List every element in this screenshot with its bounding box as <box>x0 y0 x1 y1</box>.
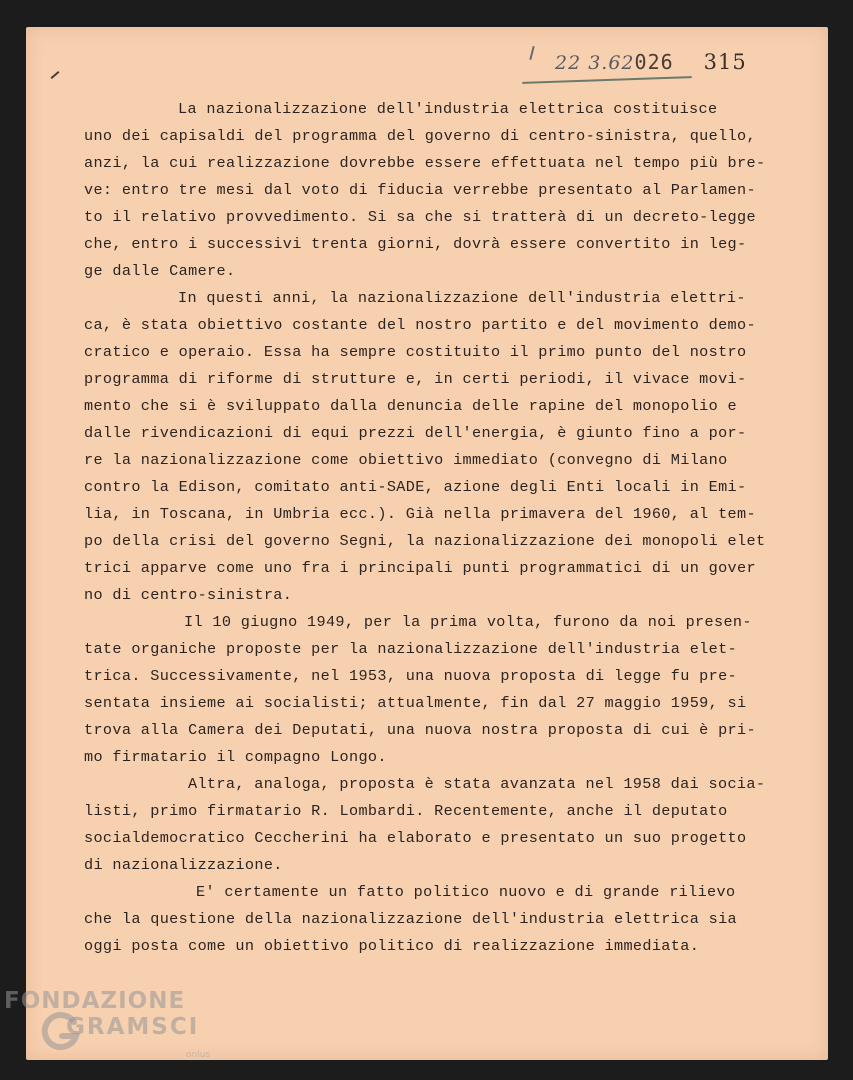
text-line: programma di riforme di strutture e, in certi periodi, il vivace movi- <box>84 370 747 388</box>
text-line: mo firmatario il compagno Longo. <box>84 748 387 766</box>
text-line: cratico e operaio. Essa ha sempre costituito il primo punto del nostro <box>84 343 747 361</box>
text-line: socialdemocratico Ceccherini ha elaborato e presentato un suo progetto <box>84 829 747 847</box>
text-line: lia, in Toscana, in Umbria ecc.). Già nella primavera del 1960, al tem- <box>84 505 756 523</box>
text-line: mento che si è sviluppato dalla denuncia delle rapine del monopolio e <box>84 397 738 415</box>
document-body <box>84 96 784 960</box>
text-line: Altra, analoga, proposta è stata avanzata nel 1958 dai socia- <box>188 775 766 793</box>
text-line: ca, è stata obiettivo costante del nostro partito e del movimento demo- <box>84 316 756 334</box>
text-line: di nazionalizzazione. <box>84 856 283 874</box>
text-line: La nazionalizzazione dell'industria elettrica costituisce <box>178 100 718 118</box>
text-line: Il 10 giugno 1949, per la prima volta, furono da noi presen- <box>184 613 752 631</box>
handwritten-date: 22 3.62 <box>555 52 635 74</box>
text-line: trica. Successivamente, nel 1953, una nuova proposta di legge fu pre- <box>84 667 738 685</box>
text-line: trova alla Camera dei Deputati, una nuova nostra proposta di cui è pri- <box>84 721 756 739</box>
text-line: E' certamente un fatto politico nuovo e di grande rilievo <box>196 883 736 901</box>
text-line: In questi anni, la nazionalizzazione dell'industria elettri- <box>178 289 746 307</box>
text-line: ge dalle Camere. <box>84 262 236 280</box>
text-line: oggi posta come un obiettivo politico di realizzazione immediata. <box>84 937 700 955</box>
text-line: to il relativo provvedimento. Si sa che si tratterà di un decreto-legge <box>84 208 756 226</box>
text-line: po della crisi del governo Segni, la nazionalizzazione dei monopoli elet <box>84 532 766 550</box>
text-line: anzi, la cui realizzazione dovrebbe essere effettuata nel tempo più bre- <box>84 154 766 172</box>
text-line: sentata insieme ai socialisti; attualmente, fin dal 27 maggio 1959, si <box>84 694 747 712</box>
archive-code: 026 <box>634 50 674 74</box>
text-line: dalle rivendicazioni di equi prezzi dell'energia, è giunto fino a por- <box>84 424 747 442</box>
page-number: 315 <box>703 50 747 74</box>
watermark-line1: FONDAZIONE <box>4 988 186 1014</box>
text-line: uno dei capisaldi del programma del governo di centro-sinistra, quello, <box>84 127 756 145</box>
text-line: che la questione della nazionalizzazione dell'industria elettrica sia <box>84 910 738 928</box>
text-line: re la nazionalizzazione come obiettivo immediato (convegno di Milano <box>84 451 728 469</box>
text-line: contro la Edison, comitato anti-SADE, azione degli Enti locali in Emi- <box>84 478 747 496</box>
text-line: tate organiche proposte per la nazionalizzazione dell'industria elet- <box>84 640 738 658</box>
text-line: che, entro i successivi trenta giorni, dovrà essere convertito in leg- <box>84 235 747 253</box>
archive-header <box>555 50 747 74</box>
watermark-line2: GRAMSCI <box>66 1014 200 1040</box>
text-line: ve: entro tre mesi dal voto di fiducia verrebbe presentato al Parlamen- <box>84 181 756 199</box>
text-line: listi, primo firmatario R. Lombardi. Recentemente, anche il deputato <box>84 802 728 820</box>
text-line: trici apparve come uno fra i principali punti programmatici di un gover <box>84 559 756 577</box>
text-line: no di centro-sinistra. <box>84 586 293 604</box>
watermark-small: onlus <box>186 1050 211 1060</box>
